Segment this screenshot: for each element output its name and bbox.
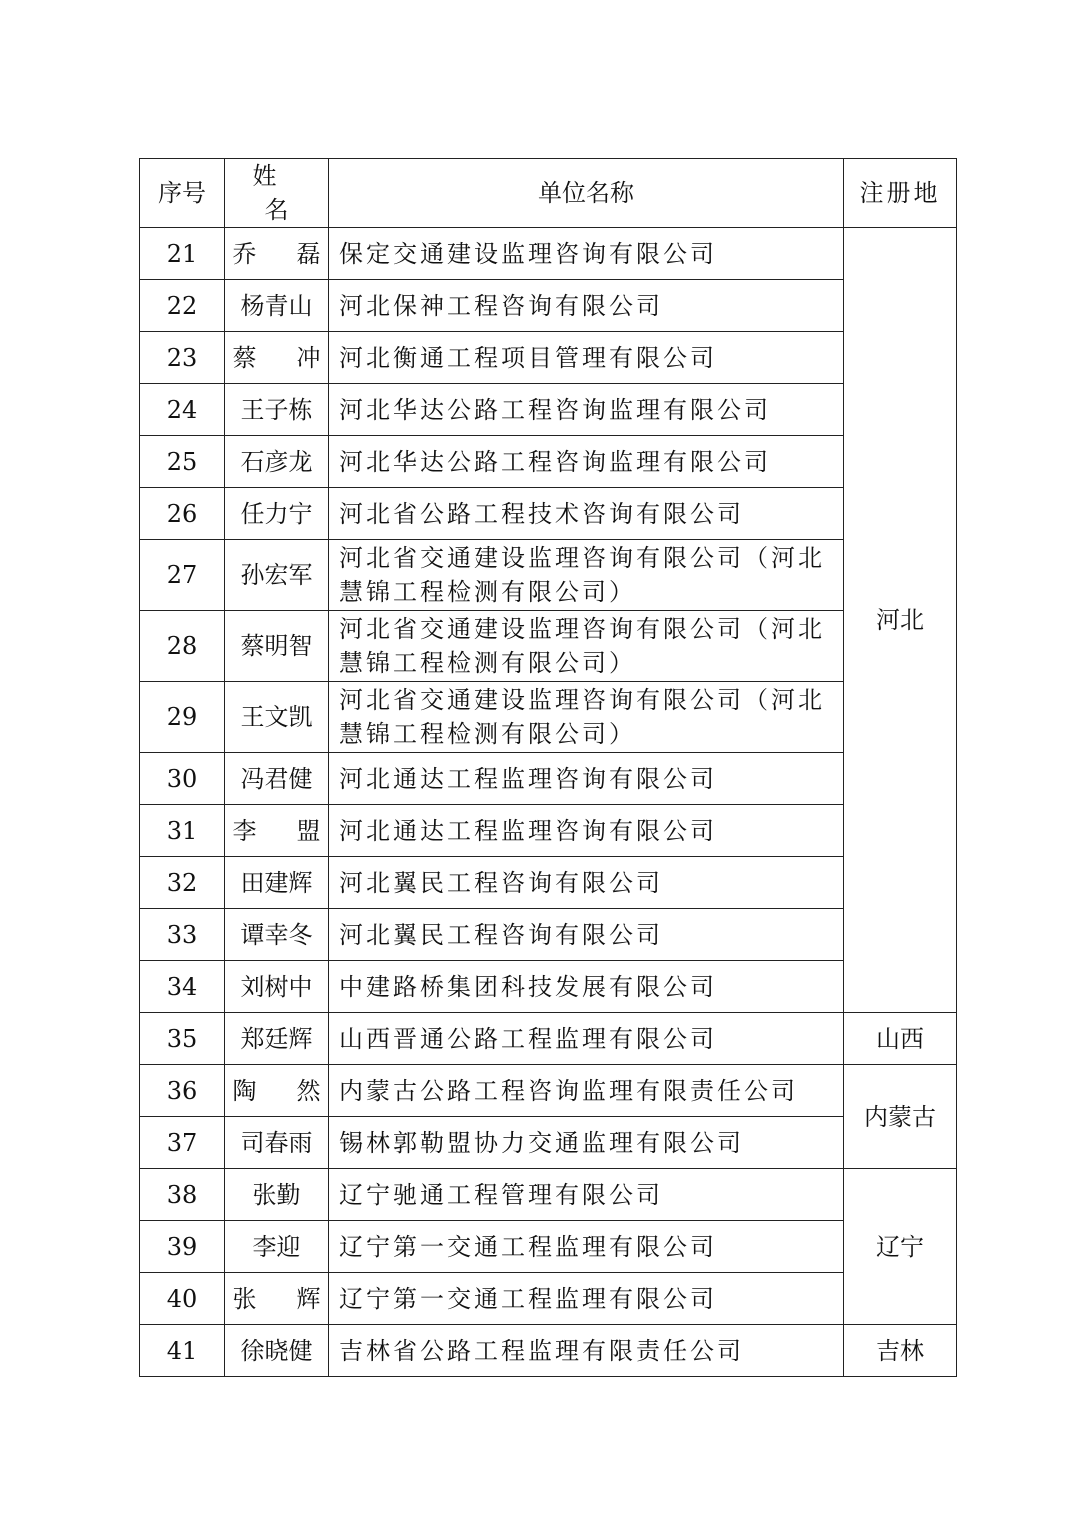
row-no: 40 bbox=[140, 1273, 225, 1325]
row-name: 陶然 bbox=[225, 1065, 329, 1117]
row-name: 蔡冲 bbox=[225, 332, 329, 384]
row-name: 蔡明智 bbox=[225, 611, 329, 682]
table-row bbox=[140, 332, 957, 384]
table-row bbox=[140, 805, 957, 857]
table-row bbox=[140, 280, 957, 332]
row-no: 30 bbox=[140, 753, 225, 805]
row-no: 21 bbox=[140, 228, 225, 280]
row-unit: 河北通达工程监理咨询有限公司 bbox=[329, 753, 844, 805]
table-row bbox=[140, 611, 957, 682]
row-no: 35 bbox=[140, 1013, 225, 1065]
row-name: 冯君健 bbox=[225, 753, 329, 805]
row-name: 张勤 bbox=[225, 1169, 329, 1221]
row-name: 徐晓健 bbox=[225, 1325, 329, 1377]
row-unit: 河北翼民工程咨询有限公司 bbox=[329, 909, 844, 961]
row-unit: 河北衡通工程项目管理有限公司 bbox=[329, 332, 844, 384]
table-row bbox=[140, 384, 957, 436]
table-row bbox=[140, 753, 957, 805]
registration-table bbox=[139, 158, 957, 1377]
row-unit: 辽宁第一交通工程监理有限公司 bbox=[329, 1273, 844, 1325]
row-no: 31 bbox=[140, 805, 225, 857]
region-cell-neimenggu: 内蒙古 bbox=[844, 1065, 957, 1169]
header-region: 注册地 bbox=[844, 159, 957, 228]
row-name: 张辉 bbox=[225, 1273, 329, 1325]
row-name: 李盟 bbox=[225, 805, 329, 857]
row-name: 刘树中 bbox=[225, 961, 329, 1013]
row-name: 王文凯 bbox=[225, 682, 329, 753]
row-unit: 辽宁驰通工程管理有限公司 bbox=[329, 1169, 844, 1221]
row-name: 乔磊 bbox=[225, 228, 329, 280]
table-row bbox=[140, 1117, 957, 1169]
row-no: 28 bbox=[140, 611, 225, 682]
table-header-row bbox=[140, 159, 957, 228]
row-no: 39 bbox=[140, 1221, 225, 1273]
table-row bbox=[140, 1221, 957, 1273]
row-no: 36 bbox=[140, 1065, 225, 1117]
row-unit: 河北省交通建设监理咨询有限公司（河北慧锦工程检测有限公司） bbox=[329, 682, 844, 753]
region-cell-shanxi: 山西 bbox=[844, 1013, 957, 1065]
region-cell-jilin: 吉林 bbox=[844, 1325, 957, 1377]
row-name: 李迎 bbox=[225, 1221, 329, 1273]
row-no: 41 bbox=[140, 1325, 225, 1377]
row-name: 石彦龙 bbox=[225, 436, 329, 488]
row-no: 27 bbox=[140, 540, 225, 611]
row-no: 32 bbox=[140, 857, 225, 909]
row-unit: 河北翼民工程咨询有限公司 bbox=[329, 857, 844, 909]
row-name: 司春雨 bbox=[225, 1117, 329, 1169]
row-no: 38 bbox=[140, 1169, 225, 1221]
row-unit: 河北省交通建设监理咨询有限公司（河北慧锦工程检测有限公司） bbox=[329, 540, 844, 611]
table-row bbox=[140, 1325, 957, 1377]
row-unit: 吉林省公路工程监理有限责任公司 bbox=[329, 1325, 844, 1377]
row-unit: 河北保神工程咨询有限公司 bbox=[329, 280, 844, 332]
row-no: 29 bbox=[140, 682, 225, 753]
row-no: 33 bbox=[140, 909, 225, 961]
table-row bbox=[140, 682, 957, 753]
row-name: 田建辉 bbox=[225, 857, 329, 909]
table-row bbox=[140, 540, 957, 611]
row-no: 34 bbox=[140, 961, 225, 1013]
table-row bbox=[140, 1273, 957, 1325]
row-name: 王子栋 bbox=[225, 384, 329, 436]
row-unit: 锡林郭勒盟协力交通监理有限公司 bbox=[329, 1117, 844, 1169]
row-unit: 河北华达公路工程咨询监理有限公司 bbox=[329, 384, 844, 436]
row-name: 谭幸冬 bbox=[225, 909, 329, 961]
table-row bbox=[140, 961, 957, 1013]
table-row bbox=[140, 488, 957, 540]
row-name: 杨青山 bbox=[225, 280, 329, 332]
row-no: 25 bbox=[140, 436, 225, 488]
region-cell-liaoning: 辽宁 bbox=[844, 1169, 957, 1325]
row-no: 26 bbox=[140, 488, 225, 540]
header-name: 姓 名 bbox=[225, 159, 329, 228]
row-unit: 河北华达公路工程咨询监理有限公司 bbox=[329, 436, 844, 488]
row-no: 23 bbox=[140, 332, 225, 384]
row-unit: 河北通达工程监理咨询有限公司 bbox=[329, 805, 844, 857]
table-row bbox=[140, 1169, 957, 1221]
header-no: 序号 bbox=[140, 159, 225, 228]
table-row bbox=[140, 1013, 957, 1065]
row-no: 37 bbox=[140, 1117, 225, 1169]
row-unit: 山西晋通公路工程监理有限公司 bbox=[329, 1013, 844, 1065]
row-no: 22 bbox=[140, 280, 225, 332]
row-unit: 保定交通建设监理咨询有限公司 bbox=[329, 228, 844, 280]
table-row bbox=[140, 436, 957, 488]
table-row bbox=[140, 228, 957, 280]
row-name: 任力宁 bbox=[225, 488, 329, 540]
table-row bbox=[140, 909, 957, 961]
row-unit: 河北省公路工程技术咨询有限公司 bbox=[329, 488, 844, 540]
region-cell-hebei: 河北 bbox=[844, 228, 957, 1013]
row-name: 孙宏军 bbox=[225, 540, 329, 611]
row-unit: 辽宁第一交通工程监理有限公司 bbox=[329, 1221, 844, 1273]
row-unit: 内蒙古公路工程咨询监理有限责任公司 bbox=[329, 1065, 844, 1117]
row-unit: 河北省交通建设监理咨询有限公司（河北慧锦工程检测有限公司） bbox=[329, 611, 844, 682]
row-unit: 中建路桥集团科技发展有限公司 bbox=[329, 961, 844, 1013]
table-row bbox=[140, 1065, 957, 1117]
row-no: 24 bbox=[140, 384, 225, 436]
table-row bbox=[140, 857, 957, 909]
header-unit: 单位名称 bbox=[329, 159, 844, 228]
row-name: 郑廷辉 bbox=[225, 1013, 329, 1065]
